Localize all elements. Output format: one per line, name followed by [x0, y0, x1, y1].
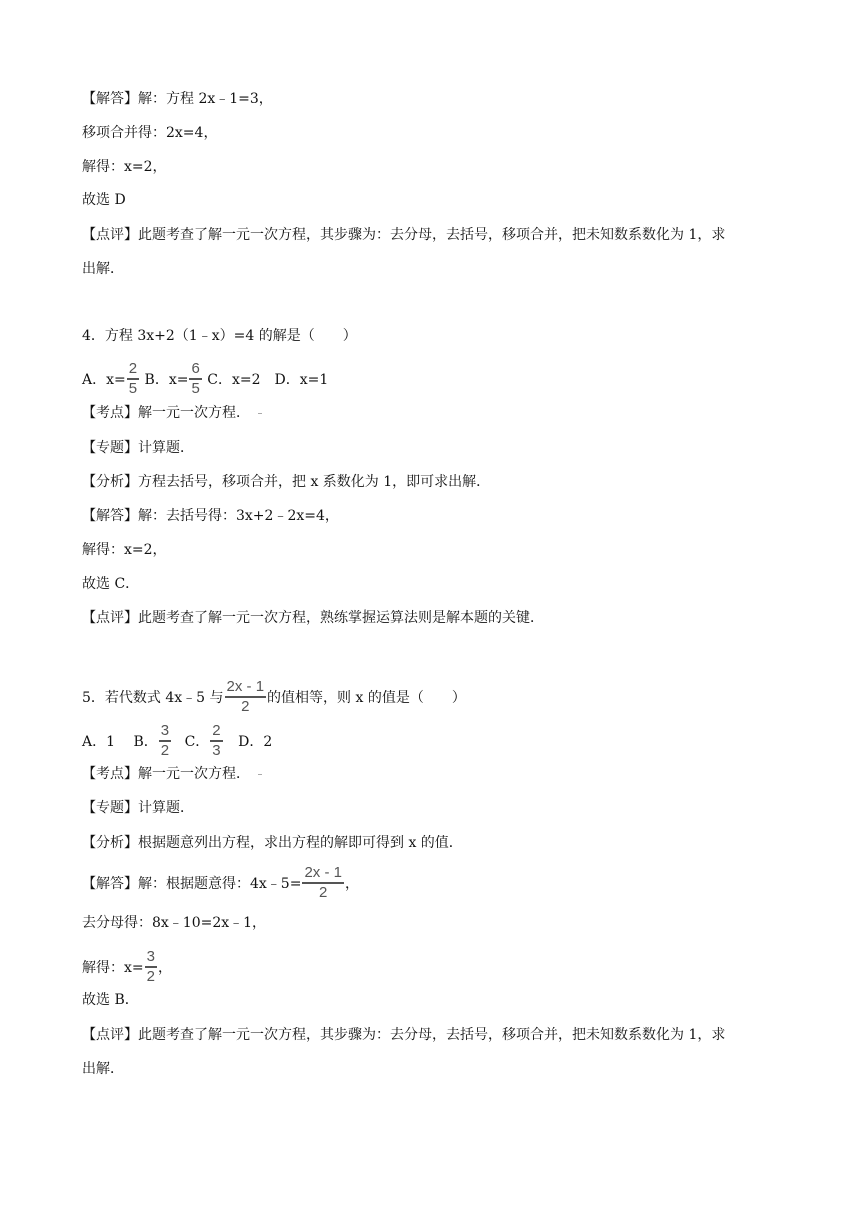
step-line: 解得：x=2， — [82, 159, 167, 175]
fenxi-line: 【分析】方程去括号，移项合并，把 x 系数化为 1，即可求出解． — [82, 474, 491, 490]
step-text: 解得：x= — [82, 959, 144, 976]
fenxi-line: 【分析】根据题意列出方程，求出方程的解即可得到 x 的值． — [82, 835, 463, 851]
comment-line: 【点评】此题考查了解一元一次方程，其步骤为：去分母，去括号，移项合并，把未知数系数化为 1，求 — [82, 1027, 726, 1043]
answer-text: ， — [344, 875, 359, 892]
numerator: 2x - 1 — [226, 678, 265, 695]
kaodian-line — [82, 403, 262, 423]
denominator: 2 — [241, 697, 250, 715]
denominator: 5 — [191, 379, 200, 397]
zhuanti-line: 【专题】计算题． — [82, 800, 194, 816]
numerator: 2 — [212, 722, 221, 739]
numerator: 2x - 1 — [304, 864, 342, 881]
choice-line: 故选 D — [82, 192, 126, 208]
numerator: 3 — [146, 948, 155, 965]
comment-line: 【点评】此题考查了解一元一次方程，其步骤为：去分母，去括号，移项合并，把未知数系数化为 1，求 — [82, 227, 726, 243]
fraction — [127, 361, 139, 397]
fraction — [145, 949, 157, 985]
option-b-label: B．x= — [144, 371, 189, 388]
option-d-label: D．2 — [238, 733, 273, 750]
choice-line: 故选 C． — [82, 576, 140, 592]
answer-line: 【解答】解：去括号得：3x+2﹣2x=4， — [82, 508, 339, 524]
numerator: 2 — [128, 360, 138, 377]
comment-line: 出解． — [82, 1061, 124, 1077]
choice-line: 故选 B． — [82, 992, 139, 1008]
comment-line: 【点评】此题考查了解一元一次方程，熟练掌握运算法则是解本题的关键． — [82, 610, 544, 626]
question-5-options — [82, 724, 272, 760]
option-b-label: B． — [133, 733, 158, 750]
answer-text: 【解答】解：根据题意得：4x﹣5= — [82, 875, 302, 892]
comment-line: 出解． — [82, 261, 124, 277]
option-a-label: A．x= — [82, 371, 126, 388]
denominator: 3 — [212, 741, 221, 759]
stem-text: 的值相等，则 x 的值是（ ） — [267, 689, 466, 706]
denominator: 2 — [160, 741, 170, 759]
step-line: 去分母得：8x﹣10=2x﹣1， — [82, 915, 267, 931]
denominator: 2 — [146, 967, 155, 985]
fraction — [159, 723, 171, 759]
kaodian-text: 【考点】解一元一次方程． — [82, 766, 250, 782]
answer-line — [82, 866, 359, 902]
question-5-stem — [82, 680, 466, 716]
step-line: 移项合并得：2x=4， — [82, 125, 218, 141]
option-c-label: C． — [184, 733, 210, 750]
step-line — [82, 950, 172, 986]
answer-line: 【解答】解：方程 2x﹣1=3， — [82, 91, 273, 107]
step-line: 解得：x=2， — [82, 542, 167, 558]
question-4-stem: 4．方程 3x+2（1﹣x）=4 的解是（ ） — [82, 328, 357, 344]
denominator: 2 — [319, 883, 328, 901]
numerator: 3 — [160, 722, 170, 739]
step-text: ， — [157, 959, 172, 976]
fraction — [302, 865, 344, 901]
question-4-options — [82, 362, 328, 398]
numerator: 6 — [191, 360, 200, 377]
fraction — [225, 679, 267, 715]
kaodian-line — [82, 764, 262, 784]
fraction — [210, 723, 222, 759]
kaodian-text: 【考点】解一元一次方程． — [82, 405, 250, 421]
option-a-label: A．1 — [82, 733, 130, 750]
zhuanti-line: 【专题】计算题． — [82, 440, 194, 456]
fraction — [189, 361, 201, 397]
option-cd-label: C．x=2 D．x=1 — [207, 371, 329, 388]
stem-text: 5．若代数式 4x﹣5 与 — [82, 689, 224, 706]
denominator: 5 — [128, 379, 138, 397]
